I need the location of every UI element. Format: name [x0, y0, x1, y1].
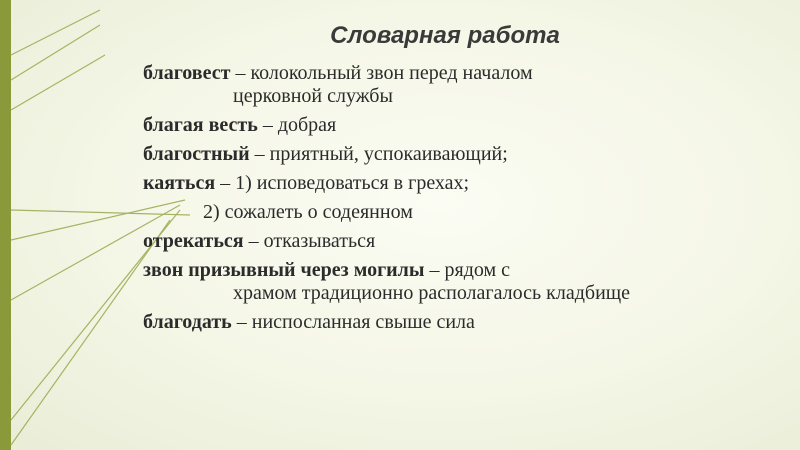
vocab-entry-blagovest	[143, 62, 663, 108]
vocab-entry-zvon-prizyvny	[143, 259, 663, 305]
vocab-definition-continued: церковной службы	[233, 85, 393, 107]
vocab-definition: – 1) исповедоваться в грехах;	[215, 172, 470, 194]
vocab-definition: – рядом с	[424, 259, 511, 281]
vocab-definition: – приятный, успокаивающий;	[249, 143, 508, 165]
vocab-term: благостный	[143, 143, 250, 165]
vocab-definition: – колокольный звон перед началом	[230, 62, 533, 84]
vocab-definition: 2) сожалеть о содеянном	[203, 201, 413, 223]
vocab-entry-kayatsya-second-meaning	[143, 201, 663, 224]
vocab-definition: – добрая	[257, 114, 337, 136]
vocab-entry-blagaya-vest	[143, 114, 663, 137]
vocab-term: каяться	[143, 172, 216, 194]
vocab-term: звон призывный через могилы	[143, 259, 425, 281]
vocabulary-list	[143, 62, 663, 340]
slide-title: Словарная работа	[330, 22, 560, 49]
vocab-entry-blagostny	[143, 143, 663, 166]
vocab-term: благая весть	[143, 114, 258, 136]
vocab-term: благовест	[143, 62, 231, 84]
vocab-definition: – отказываться	[243, 230, 376, 252]
left-accent-bar	[0, 0, 11, 450]
vocab-definition-continued: храмом традиционно располагалось кладбище	[233, 282, 631, 304]
vocab-definition: – ниспосланная свыше сила	[231, 311, 475, 333]
vocab-entry-blagodat	[143, 311, 663, 334]
vocab-entry-kayatsya	[143, 172, 663, 195]
vocab-term: отрекаться	[143, 230, 244, 252]
vocab-term: благодать	[143, 311, 232, 333]
vocab-entry-otrekatsya	[143, 230, 663, 253]
